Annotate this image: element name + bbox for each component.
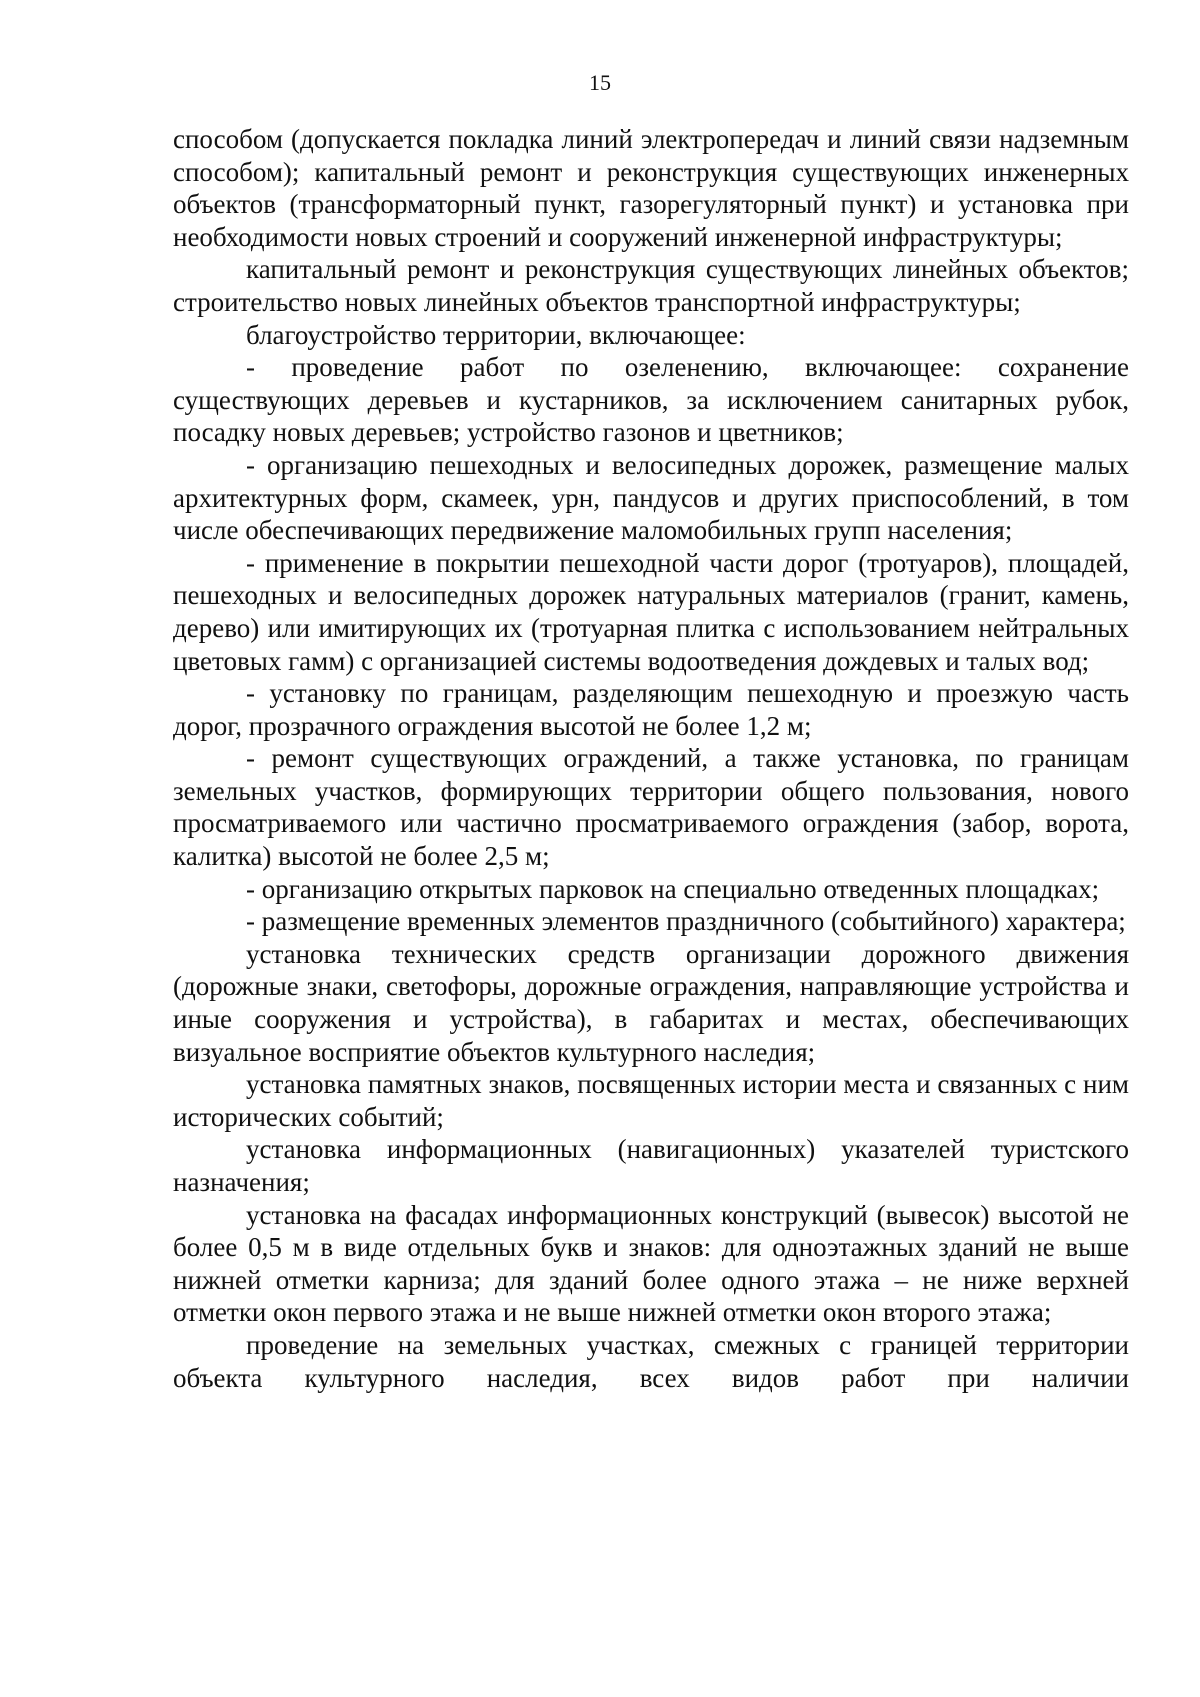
paragraph-navigation-signs: установка информационных (навигационных) указателей туристского назначения;: [173, 1134, 1129, 1197]
list-item-festive-elements: - размещение временных элементов праздничного (событийного) характера;: [246, 906, 1126, 937]
list-item-paving: - применение в покрытии пешеходной части дорог (тротуаров), площадей, пешеходных и велосипедных дорожек натуральных материалов (гранит, камень, дерево) или имитирующих их (тротуарная плитка с использованием нейтральных цветовых гамм) с организацией системы водоотведения дождевых и талых вод;: [173, 547, 1129, 676]
list-item-paths: - организацию пешеходных и велосипедных дорожек, размещение малых архитектурных форм, скамеек, урн, пандусов и других приспособлений, в том числе обеспечивающих передвижение маломобильных групп населения;: [173, 449, 1129, 546]
paragraph-linear-objects: капитальный ремонт и реконструкция существующих линейных объектов; строительство новых линейных объектов транспортной инфраструктуры;: [173, 254, 1129, 317]
paragraph-traffic-means: установка технических средств организации дорожного движения (дорожные знаки, светофоры, дорожные ограждения, направляющие устройства и иные сооружения и устройства), в габаритах и местах, обеспечивающих визуальное восприятие объектов культурного наследия;: [173, 938, 1129, 1067]
paragraph-landscaping-intro: благоустройство территории, включающее:: [246, 319, 746, 350]
paragraph-facade-signs: установка на фасадах информационных конструкций (вывесок) высотой не более 0,5 м в виде отдельных букв и знаков: для одноэтажных зданий не выше нижней отметки карниза; для зданий более одного этажа – не ниже верхней отметки окон первого этажа и не выше нижней отметки окон второго этажа;: [173, 1199, 1129, 1328]
page-number: 15: [589, 70, 611, 95]
list-item-fence-repair: - ремонт существующих ограждений, а также установка, по границам земельных участков, формирующих территории общего пользования, нового просматриваемого или частично просматриваемого ограждения (забор, ворота, калитка) высотой не более 2,5 м;: [173, 743, 1129, 872]
paragraph-memorial-signs: установка памятных знаков, посвященных истории места и связанных с ним исторических событий;: [173, 1069, 1129, 1132]
paragraph-continuation: способом (допускается покладка линий электропередач и линий связи надземным способом); капитальный ремонт и реконструкция существующих инженерных объектов (трансформаторный пункт, газорегуляторный пункт) и установка при необходимости новых строений и сооружений инженерной инфраструктуры;: [173, 124, 1129, 252]
list-item-greening: - проведение работ по озеленению, включающее: сохранение существующих деревьев и кустарников, за исключением санитарных рубок, посадку новых деревьев; устройство газонов и цветников;: [173, 352, 1129, 448]
paragraph-adjacent-works: проведение на земельных участках, смежных с границей территории объекта культурного наследия, всех видов работ при наличии: [173, 1329, 1129, 1393]
document-body: [173, 123, 1129, 1394]
list-item-parking: - организацию открытых парковок на специально отведенных площадках;: [246, 873, 1100, 904]
list-item-transparent-fence: - установку по границам, разделяющим пешеходную и проезжую часть дорог, прозрачного ограждения высотой не более 1,2 м;: [173, 678, 1129, 741]
